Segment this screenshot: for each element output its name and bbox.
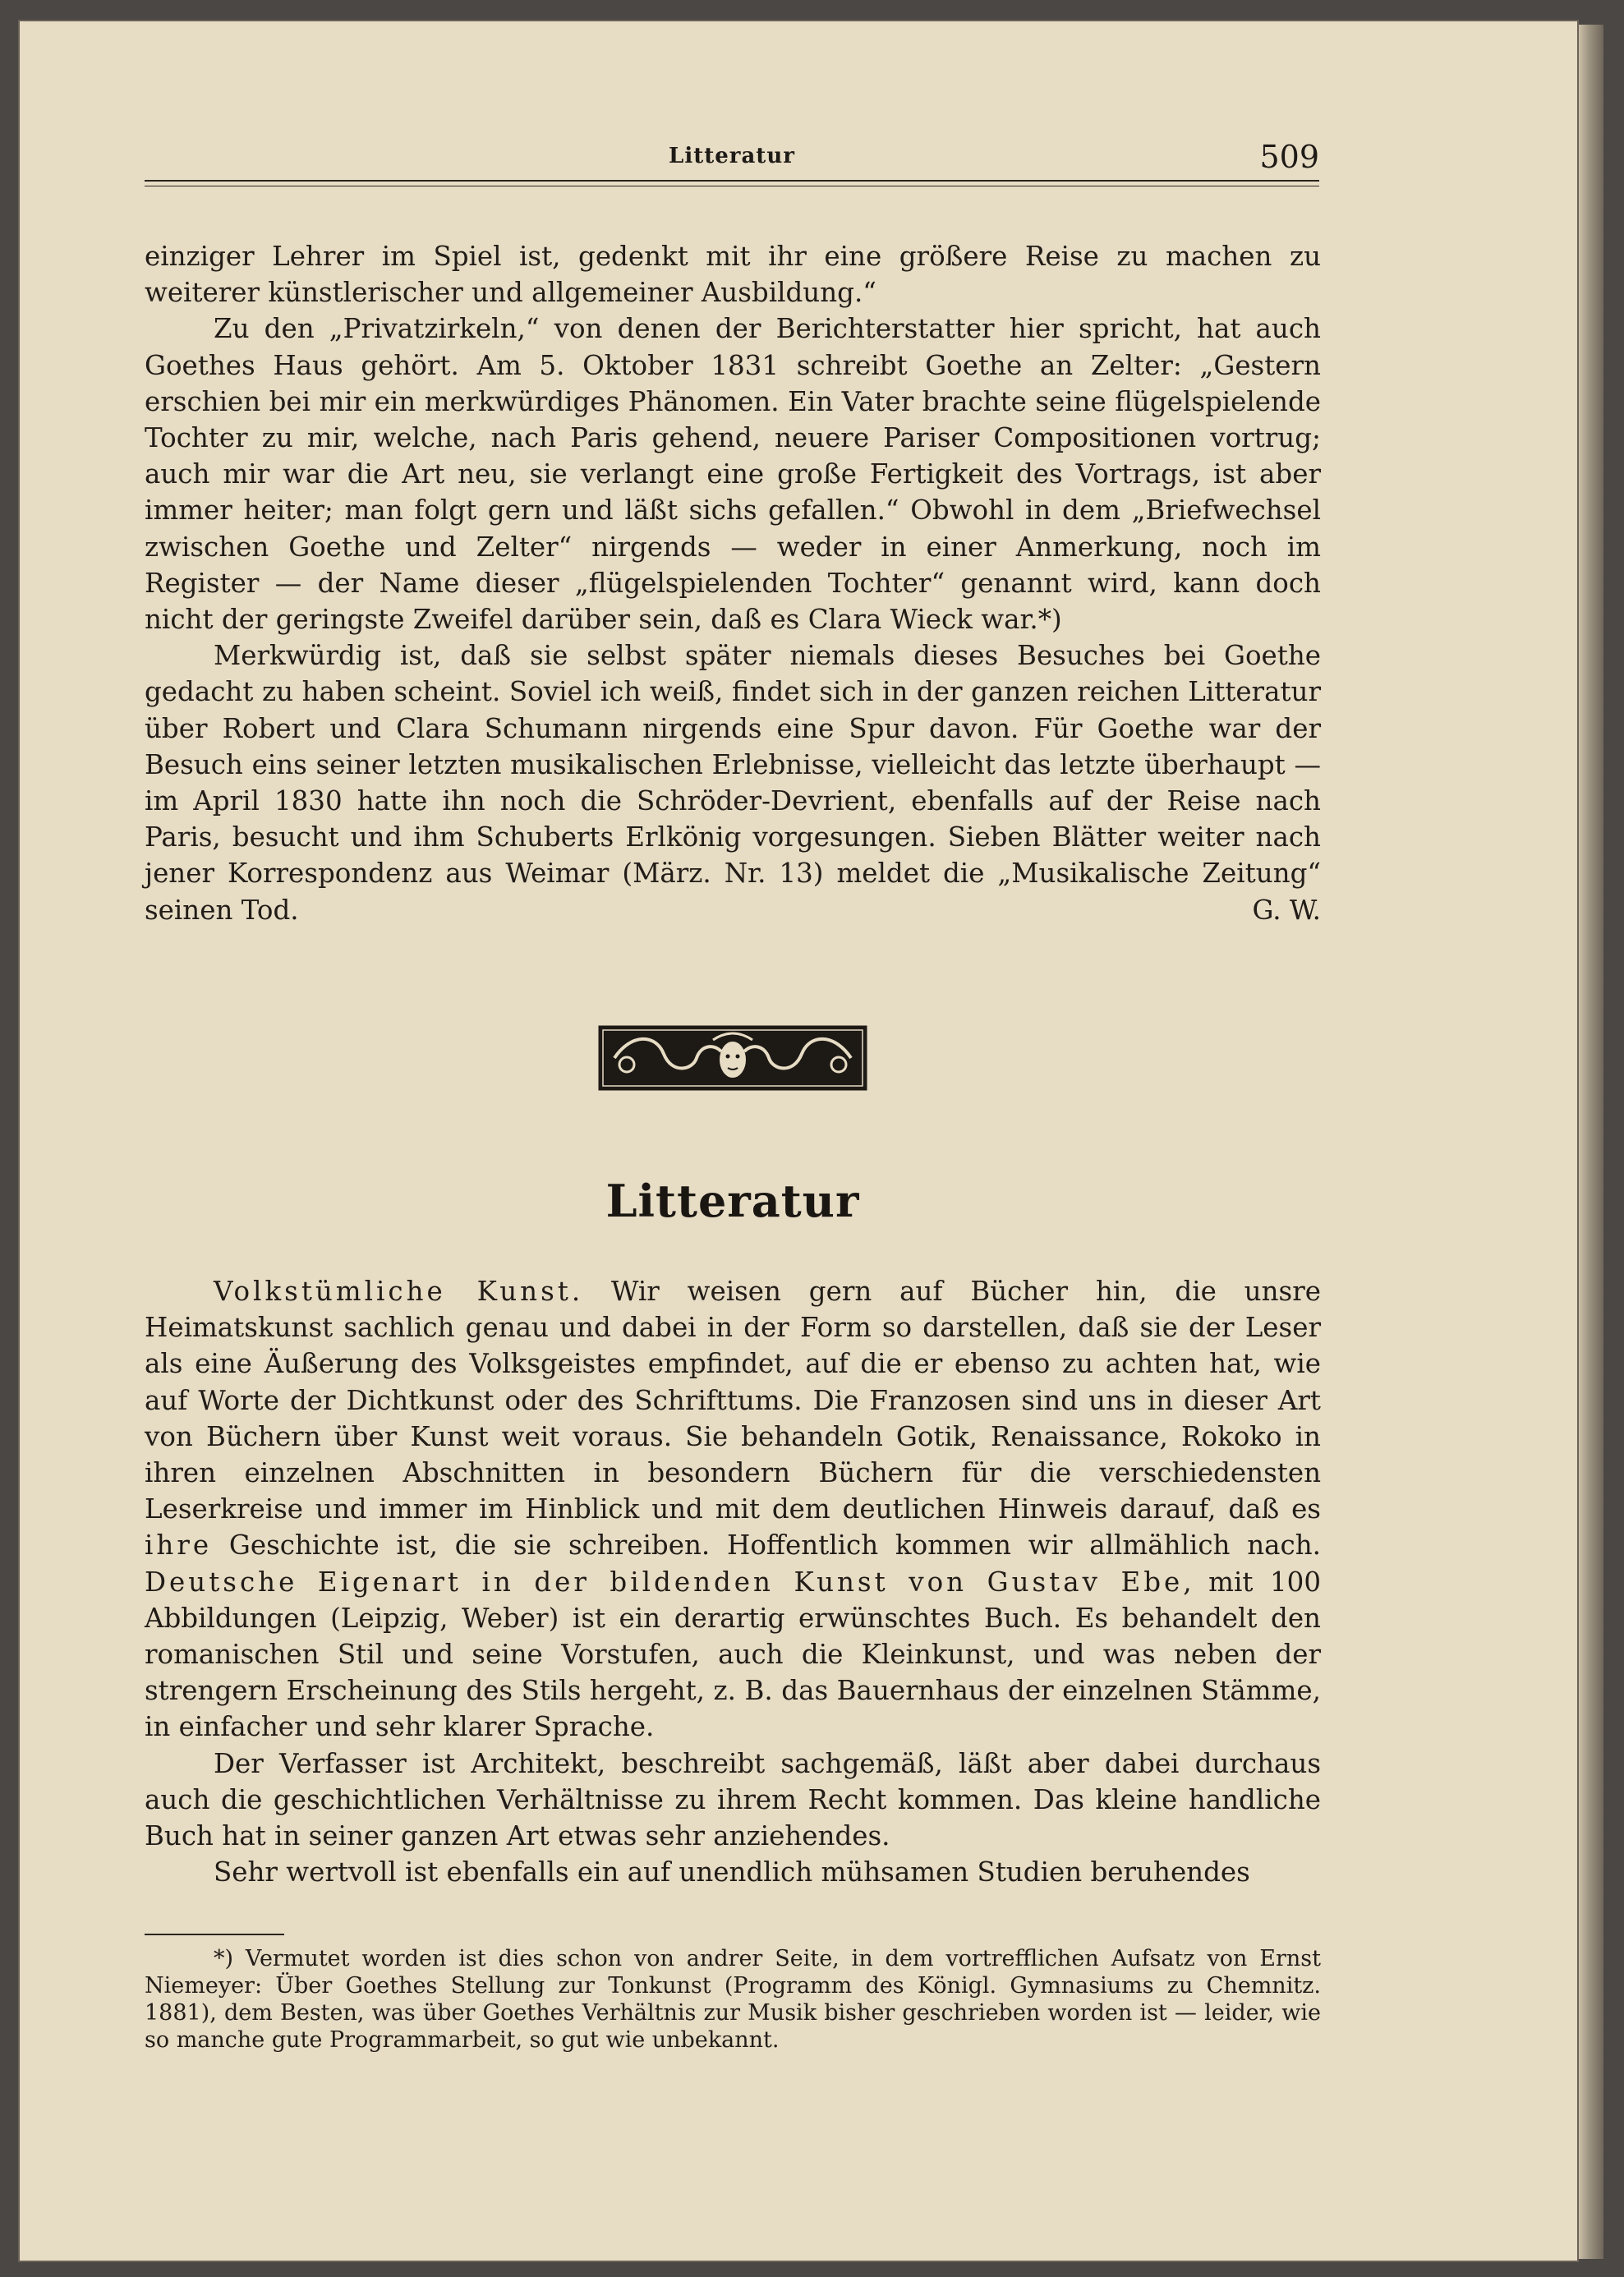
paragraph: Zu den „Privatzirkeln,“ von denen der Berichterstatter hier spricht, hat auch Goethes Haus gehört. Am 5. Oktober 1831 schreibt Goethe an Zelter: „Gestern erschien bei mir ein merkwürdiges Phänomen. Ein Vater brachte seine flügelspielende Tochter zu mir, welche, nach Paris gehend, neuere Pariser Compositionen vortrug; auch mir war die Art neu, sie verlangt eine große Fertigkeit des Vortrags, ist aber immer heiter; man folgt gern und läßt sichs gefallen.“ Obwohl in dem „Briefwechsel zwischen Goethe und Zelter“ nirgends — weder in einer Anmerkung, noch im Register — der Name dieser „flügelspielenden Tochter“ genannt wird, kann doch nicht der geringste Zweifel darüber sein, daß es Clara Wieck war.*): [145, 313, 1321, 636]
page-number: 509: [1259, 139, 1319, 175]
running-title: Litteratur: [669, 144, 795, 168]
section-heading: Litteratur: [605, 1175, 860, 1227]
running-head: [145, 139, 1319, 185]
ornament-vignette-icon: [598, 1025, 867, 1091]
paragraph: einziger Lehrer im Spiel ist, gedenkt mit ihr eine größere Reise zu machen zu weiterer künstlerischer und allgemeiner Ausbildung.“: [145, 241, 1321, 309]
text-run: , mit 100 Abbildungen (Leipzig, Weber) ist ein derartig erwünschtes Buch. Es behandelt den romanischen Stil und seine Vorstufen, auch die Kleinkunst, und was neben der strengern Erscheinung des Stils hergeht, z. B. das Bauernhaus der einzelnen Stämme, in einfacher und sehr klarer Sprache.: [145, 1566, 1321, 1743]
footnote: [145, 1945, 1321, 2054]
footnote-rule: [145, 1934, 284, 1935]
text-run: Wir weisen gern auf Bücher hin, die unsre Heimatskunst sachlich genau und dabei in der Form so darstellen, daß sie der Leser als eine Äußerung des Volksgeistes empfindet, auf die er ebenso zu achten hat, wie auf Worte der Dichtkunst oder des Schrifttums. Die Franzosen sind uns in dieser Art von Büchern über Kunst weit voraus. Sie behandeln Gotik, Renaissance, Rokoko in ihren einzelnen Abschnitten in besondern Büchern für die verschiedensten Leserkreise und immer im Hinblick und mit dem deutlichen Hinweis darauf, daß es: [145, 1276, 1321, 1525]
footnote-text: *) Vermutet worden ist dies schon von andrer Seite, in dem vortrefflichen Aufsatz von Ernst Niemeyer: Über Goethes Stellung zur Tonkunst (Programm des Königl. Gymnasiums zu Chemnitz. 1881), dem Besten, was über Goethes Verhältnis zur Musik bisher geschrieben worden ist — leider, wie so manche gute Programmarbeit, so gut wie unbekannt.: [145, 1946, 1321, 2053]
book-title: Deutsche Eigenart in der bildenden Kunst von Gustav Ebe: [145, 1566, 1184, 1598]
page-edge-shadow: [1579, 25, 1603, 2259]
header-rule: [145, 180, 1319, 182]
paragraph: Merkwürdig ist, daß sie selbst später niemals dieses Besuches bei Goethe gedacht zu haben scheint. Soviel ich weiß, findet sich in der ganzen reichen Litteratur über Robert und Clara Schumann nirgends eine Spur davon. Für Goethe war der Besuch eins seiner letzten musikalischen Erlebnisse, vielleicht das letzte überhaupt — im April 1830 hatte ihn noch die Schröder-Devrient, ebenfalls auf der Reise nach Paris, besucht und ihm Schuberts Erlkönig vorgesungen. Sieben Blätter weiter nach jener Korrespondenz aus Weimar (März. Nr. 13) meldet die „Musikalische Zeitung“ seinen Tod.: [145, 640, 1321, 926]
text-run: Geschichte ist, die sie schreiben. Hoffentlich kommen wir allmählich nach.: [212, 1530, 1321, 1562]
emphasis: ihre: [145, 1530, 213, 1562]
author-signature: G. W.: [1252, 894, 1321, 926]
section-body: [145, 1273, 1321, 1890]
paragraph: Der Verfasser ist Architekt, beschreibt sachgemäß, läßt aber dabei durchaus auch die geschichtlichen Verhältnisse zu ihrem Recht kommen. Das kleine handliche Buch hat in seiner ganzen Art etwas sehr anziehendes.: [145, 1747, 1321, 1852]
paragraph: Sehr wertvoll ist ebenfalls ein auf unendlich mühsamen Studien beruhendes: [214, 1856, 1250, 1888]
lead-term: Volkstümliche Kunst.: [214, 1276, 584, 1307]
paragraph: [145, 1273, 1321, 1746]
upper-article: [145, 238, 1321, 928]
